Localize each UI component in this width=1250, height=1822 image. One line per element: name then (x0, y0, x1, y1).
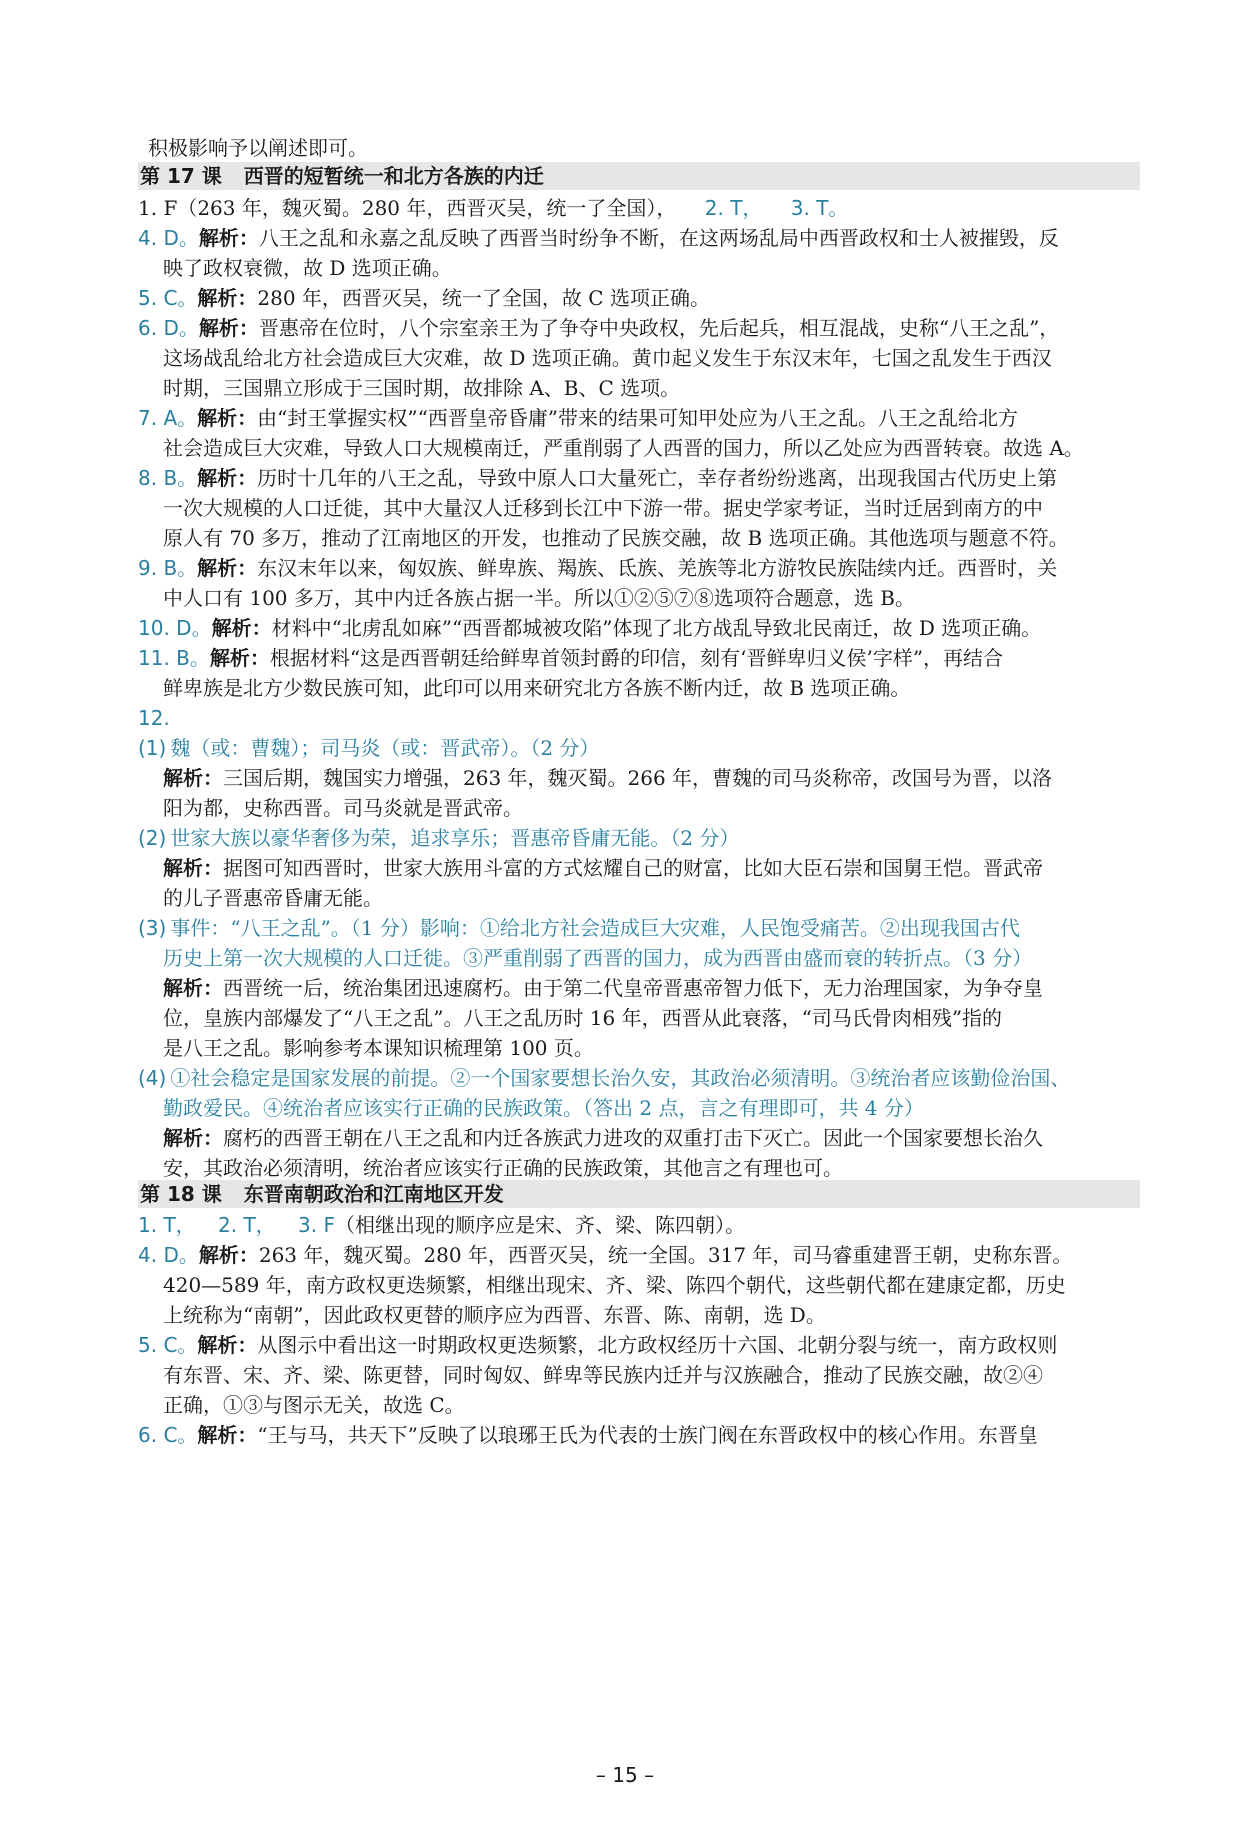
analysis-line (163, 765, 1052, 791)
answer-number: 2. T， (704, 196, 763, 220)
text-line: 420—589 年，南方政权更迭频繁，相继出现宋、齐、梁、陈四个朝代，这些朝代都在建康定都，历史 (163, 1273, 1066, 1297)
answer-number: 3. T。 (790, 196, 849, 220)
analysis-label: 解析： (198, 316, 259, 340)
answer-text: 263 年，魏灭蜀。280 年，西晋灭吴，统一全国。317 年，司马睿重建晋王朝，史称东晋。 (258, 1243, 1073, 1267)
analysis-label: 解析： (197, 466, 258, 490)
answer-number: 5. C。 (138, 1333, 198, 1357)
sub-number: (4) (138, 1066, 167, 1090)
analysis-label: 解析： (163, 766, 223, 790)
lesson-title: 西晋的短暂统一和北方各族的内迁 (243, 164, 544, 188)
answer-number: 6. D。 (138, 316, 199, 340)
answer-item (138, 645, 1003, 671)
lesson-title: 东晋南朝政治和江南地区开发 (243, 1182, 504, 1206)
answer-number: 6. C。 (138, 1423, 198, 1447)
answer-number: 10. D。 (138, 616, 212, 640)
answer-item (138, 1242, 1072, 1268)
analysis-line (163, 855, 1043, 881)
answer-item (138, 315, 1059, 341)
lesson-label: 第 17 课 (140, 164, 222, 188)
text-line: 位，皇族内部爆发了“八王之乱”。八王之乱历时 16 年，西晋从此衰落，“司马氏骨肉相残”指的 (163, 1006, 1003, 1030)
answer-text: ①社会稳定是国家发展的前提。②一个国家要想长治久安，其政治必须清明。③统治者应该勤俭治国、 (170, 1066, 1071, 1090)
analysis-label: 解析： (197, 1333, 258, 1357)
analysis-label: 解析： (197, 1423, 258, 1447)
answer-text: 晋惠帝在位时，八个宗室亲王为了争夺中央政权，先后起兵，相互混战，史称“八王之乱”， (258, 316, 1060, 340)
answer-number: 12. (138, 706, 170, 730)
answer-item (138, 1332, 1057, 1358)
answer-item (138, 1422, 1038, 1448)
analysis-line (163, 975, 1043, 1001)
answer-number: 11. B。 (138, 646, 210, 670)
text-line: 一次大规模的人口迁徙，其中大量汉人迁移到长江中下游一带。据史学家考证，当时迁居到南方的中 (163, 496, 1043, 520)
answer-text: 根据材料“这是西晋朝廷给鲜卑首领封爵的印信，刻有‘晋鲜卑归义侯’字样”，再结合 (269, 646, 1004, 670)
answer-text: 材料中“北虏乱如麻”“西晋都城被攻陷”体现了北方战乱导致北民南迁，故 D 选项正确。 (271, 616, 1042, 640)
text-line: 正确，①③与图示无关，故选 C。 (163, 1393, 465, 1417)
analysis-label: 解析： (163, 856, 223, 880)
answer-number: 4. D。 (138, 226, 199, 250)
answer-text: 世家大族以豪华奢侈为荣，追求享乐；晋惠帝昏庸无能。（2 分） (170, 826, 740, 850)
answer-number: 3. F (298, 1213, 335, 1237)
text-line: 是八王之乱。影响参考本课知识梳理第 100 页。 (163, 1036, 594, 1060)
lesson-label: 第 18 课 (140, 1182, 222, 1206)
text-line: 鲜卑族是北方少数民族可知，此印可以用来研究北方各族不断内迁，故 B 选项正确。 (163, 676, 911, 700)
answer-text: （相继出现的顺序应是宋、齐、梁、陈四朝）。 (334, 1213, 745, 1237)
text-line: 积极影响予以阐述即可。 (148, 136, 368, 160)
answer-text: 东汉末年以来，匈奴族、鲜卑族、羯族、氐族、羌族等北方游牧民族陆续内迁。西晋时，关 (257, 556, 1058, 580)
analysis-text: 三国后期，魏国实力增强，263 年，魏灭蜀。266 年，曹魏的司马炎称帝，改国号为晋，以洛 (223, 766, 1053, 790)
section-heading-lesson17 (138, 162, 1140, 190)
analysis-text: 腐朽的西晋王朝在八王之乱和内迁各族武力进攻的双重打击下灭亡。因此一个国家要想长治久 (223, 1126, 1043, 1150)
answer-text: 由“封王掌握实权”“西晋皇帝昏庸”带来的结果可知甲处应为八王之乱。八王之乱给北方 (257, 406, 1019, 430)
answer-item (138, 195, 848, 221)
analysis-label: 解析： (209, 646, 270, 670)
answer-item (138, 225, 1059, 251)
answer-item (138, 465, 1057, 491)
text-line: 勤政爱民。④统治者应该实行正确的民族政策。（答出 2 点，言之有理即可，共 4 分） (163, 1096, 924, 1120)
answer-text: 八王之乱和永嘉之乱反映了西晋当时纷争不断，在这两场乱局中西晋政权和士人被摧毁，反 (258, 226, 1059, 250)
sub-answer (138, 915, 1020, 941)
sub-answer (138, 1065, 1070, 1091)
answer-text: 280 年，西晋灭吴，统一了全国，故 C 选项正确。 (257, 286, 710, 310)
text-line: 社会造成巨大灾难，导致人口大规模南迁，严重削弱了人西晋的国力，所以乙处应为西晋转衰。故选 A。 (163, 436, 1084, 460)
answer-number: 1. T， (138, 1213, 196, 1237)
text-line: 映了政权衰微，故 D 选项正确。 (163, 256, 452, 280)
text-line: 这场战乱给北方社会造成巨大灾难，故 D 选项正确。黄巾起义发生于东汉末年，七国之乱发生于西汉 (163, 346, 1052, 370)
answer-text: “王与马，共天下”反映了以琅琊王氏为代表的士族门阀在东晋政权中的核心作用。东晋皇 (257, 1423, 1038, 1447)
sub-number: (3) (138, 916, 167, 940)
text-line: 中人口有 100 多万，其中内迁各族占据一半。所以①②⑤⑦⑧选项符合题意，选 B。 (163, 586, 915, 610)
answer-text: 历时十几年的八王之乱，导致中原人口大量死亡，幸存者纷纷逃离，出现我国古代历史上第 (257, 466, 1058, 490)
text-line: 原人有 70 多万，推动了江南地区的开发，也推动了民族交融，故 B 选项正确。其他选项与题意不符。 (163, 526, 1069, 550)
text-line: 安，其政治必须清明，统治者应该实行正确的民族政策，其他言之有理也可。 (163, 1156, 843, 1180)
sub-answer (138, 735, 599, 761)
answer-item (138, 615, 1041, 641)
analysis-label: 解析： (197, 406, 258, 430)
sub-answer (138, 825, 739, 851)
sub-number: (2) (138, 826, 167, 850)
answer-text: 事件：“八王之乱”。（1 分）影响：①给北方社会造成巨大灾难，人民饱受痛苦。②出现我国古代 (170, 916, 1020, 940)
answer-number: 5. C。 (138, 286, 198, 310)
analysis-label: 解析： (163, 976, 223, 1000)
analysis-label: 解析： (198, 226, 259, 250)
answer-item (138, 285, 710, 311)
answer-item (138, 705, 170, 731)
answer-number: 4. D。 (138, 1243, 199, 1267)
answer-number: 2. T， (218, 1213, 276, 1237)
page-number: – 15 – (595, 1763, 655, 1787)
analysis-label: 解析： (211, 616, 272, 640)
section-heading-lesson18 (138, 1180, 1140, 1208)
answer-number: 7. A。 (138, 406, 198, 430)
text-line: 的儿子晋惠帝昏庸无能。 (163, 886, 383, 910)
answer-item (138, 555, 1057, 581)
analysis-label: 解析： (198, 1243, 259, 1267)
text-line: 时期，三国鼎立形成于三国时期，故排除 A、B、C 选项。 (163, 376, 681, 400)
sub-number: (1) (138, 736, 167, 760)
analysis-text: 西晋统一后，统治集团迅速腐朽。由于第二代皇帝晋惠帝智力低下，无力治理国家，为争夺皇 (223, 976, 1043, 1000)
answer-text: 从图示中看出这一时期政权更迭频繁，北方政权经历十六国、北朝分裂与统一，南方政权则 (257, 1333, 1058, 1357)
analysis-label: 解析： (197, 556, 258, 580)
analysis-label: 解析： (197, 286, 258, 310)
answer-number: 9. B。 (138, 556, 198, 580)
text-line: 历史上第一次大规模的人口迁徙。③严重削弱了西晋的国力，成为西晋由盛而衰的转折点。（3 分） (163, 946, 1033, 970)
answer-number: 8. B。 (138, 466, 198, 490)
analysis-text: 据图可知西晋时，世家大族用斗富的方式炫耀自己的财富，比如大臣石崇和国舅王恺。晋武帝 (223, 856, 1043, 880)
text-line: 阳为都，史称西晋。司马炎就是晋武帝。 (163, 796, 523, 820)
answer-item (138, 405, 1018, 431)
answer-item (138, 1212, 745, 1238)
answer-text: 1. F（263 年，魏灭蜀。280 年，西晋灭吴，统一了全国）， (138, 196, 677, 220)
text-line: 有东晋、宋、齐、梁、陈更替，同时匈奴、鲜卑等民族内迁并与汉族融合，推动了民族交融，故②④ (163, 1363, 1043, 1387)
analysis-line (163, 1125, 1043, 1151)
text-line: 上统称为“南朝”，因此政权更替的顺序应为西晋、东晋、陈、南朝，选 D。 (163, 1303, 826, 1327)
answer-text: 魏（或：曹魏）；司马炎（或：晋武帝）。（2 分） (170, 736, 600, 760)
analysis-label: 解析： (163, 1126, 223, 1150)
